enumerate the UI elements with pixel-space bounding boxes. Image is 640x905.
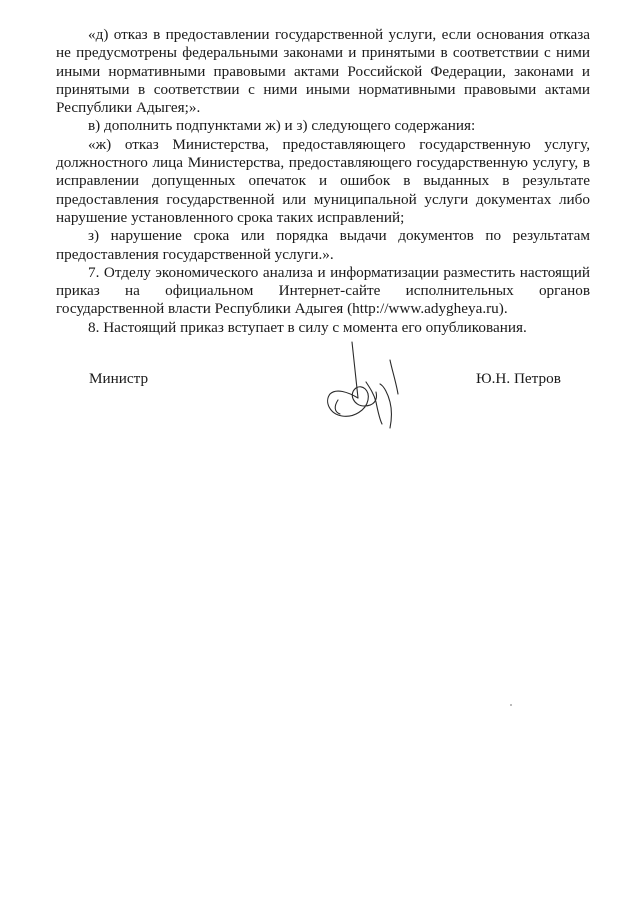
signatory-name: Ю.Н. Петров: [476, 370, 561, 387]
paragraph-item-d: «д) отказ в предоставлении государственной услуги, если основания отказа не предусмотрены федеральными законами и принятыми в соответствии с ними иными нормативными правовыми актами Российской Федерации, законами и принятыми в соответствии с ними иными нормативными правовыми актами Республики Адыгея;».: [56, 26, 590, 117]
paragraph-item-7: 7. Отделу экономического анализа и информатизации разместить настоящий приказ на официальном Интернет-сайте исполнительных органов государственной власти Республики Адыгея (http://www.adygheya.ru).: [56, 263, 590, 318]
scan-artifact: [510, 704, 512, 706]
signatory-position: Министр: [89, 370, 149, 387]
paragraph-item-v: в) дополнить подпунктами ж) и з) следующего содержания:: [88, 117, 476, 135]
paragraph-item-8: 8. Настоящий приказ вступает в силу с момента его опубликования.: [88, 318, 527, 336]
paragraph-item-zh: «ж) отказ Министерства, предоставляющего государственную услугу, должностного лица Министерства, предоставляющего государственную услугу, в исправлении допущенных опечаток и ошибок в выданных в результате предоставления государственной или муниципальной услуги документах либо нарушение установленного срока таких исправлений;: [56, 135, 590, 226]
signature-block: [0, 340, 640, 440]
document-body: [56, 26, 590, 337]
paragraph-item-z: з) нарушение срока или порядка выдачи документов по результатам предоставления государственной услуги.».: [56, 227, 590, 263]
handwritten-signature: [318, 340, 408, 432]
